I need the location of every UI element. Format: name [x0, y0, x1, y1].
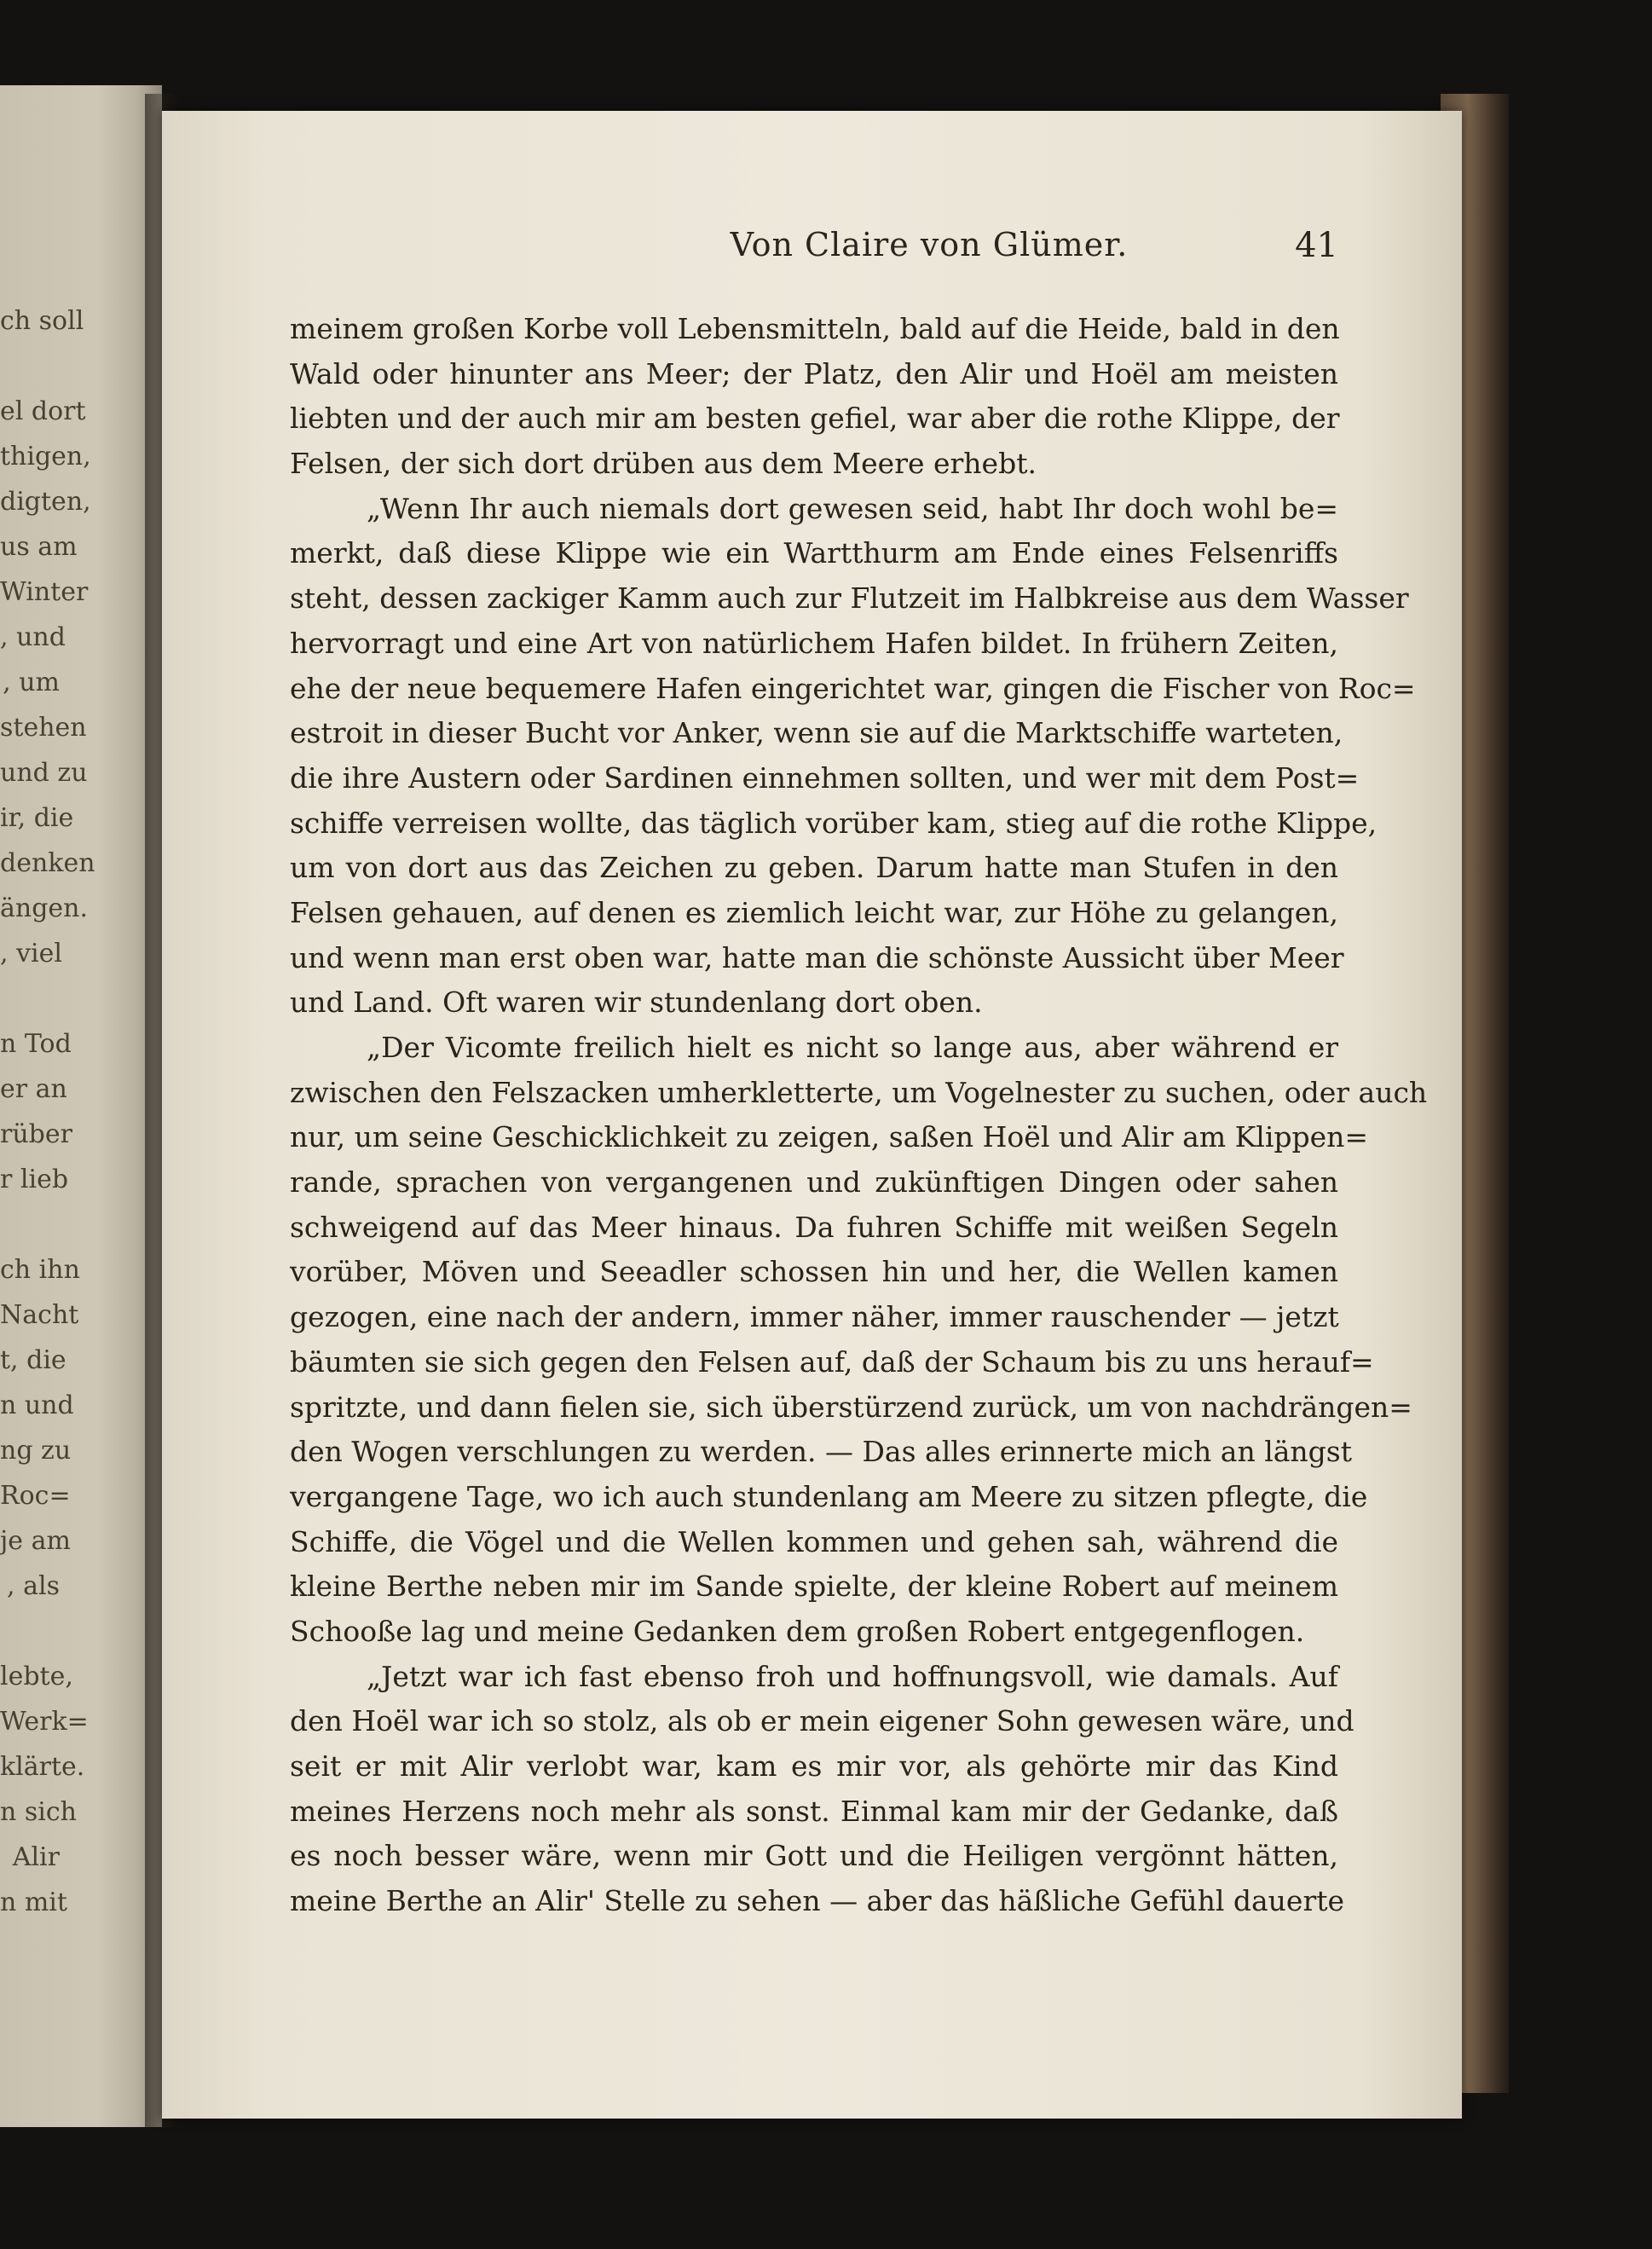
text-line: meines Herzens noch mehr als sonst. Einmal kam mir der Gedanke, daß — [290, 1794, 1338, 1828]
left-page-fragment: digten, — [0, 487, 91, 517]
left-page-fragment: Winter — [0, 577, 89, 607]
left-page — [0, 85, 162, 2127]
text-line: und Land. Oft waren wir stundenlang dort oben. — [290, 986, 983, 1020]
left-page-fragment: el dort — [0, 396, 86, 426]
left-page-fragment: und zu — [0, 758, 88, 788]
left-page-fragment: klärte. — [0, 1752, 85, 1782]
left-page-fragment: stehen — [0, 713, 87, 743]
left-page-fragment: Nacht — [0, 1300, 79, 1330]
text-line: seit er mit Alir verlobt war, kam es mir vor, als gehörte mir das Kind — [290, 1749, 1338, 1783]
left-page-fragment: lebte, — [0, 1662, 73, 1691]
text-line: meinem großen Korbe voll Lebensmitteln, bald auf die Heide, bald in den — [290, 312, 1340, 345]
left-page-fragment: er an — [0, 1074, 67, 1104]
text-line: Wald oder hinunter ans Meer; der Platz, den Alir und Hoël am meisten — [290, 356, 1338, 390]
text-line: gezogen, eine nach der andern, immer näher, immer rauschender — jetzt — [290, 1300, 1339, 1334]
text-line: meine Berthe an Alir' Stelle zu sehen — aber das häßliche Gefühl dauerte — [290, 1884, 1345, 1918]
text-line: „Wenn Ihr auch niemals dort gewesen seid, habt Ihr doch wohl be= — [367, 491, 1338, 525]
text-line: um von dort aus das Zeichen zu geben. Darum hatte man Stufen in den — [290, 851, 1338, 885]
text-line: hervorragt und eine Art von natürlichem Hafen bildet. In frühern Zeiten, — [290, 626, 1338, 660]
right-page — [162, 111, 1462, 2119]
left-page-fragment: denken — [0, 848, 95, 878]
left-page-fragment: t, die — [0, 1345, 66, 1375]
text-line: steht, dessen zackiger Kamm auch zur Flutzeit im Halbkreise aus dem Wasser — [290, 581, 1409, 616]
left-page-fragment: Alir — [12, 1842, 60, 1872]
left-page-fragment: je am — [0, 1526, 71, 1556]
left-page-fragment: , um — [3, 668, 60, 697]
left-page-fragment: ängen. — [0, 893, 89, 923]
text-line: kleine Berthe neben mir im Sande spielte, der kleine Robert auf meinem — [290, 1570, 1338, 1604]
text-line: schiffe verreisen wollte, das täglich vorüber kam, stieg auf die rothe Klippe, — [290, 806, 1378, 840]
left-page-fragment: , viel — [0, 939, 62, 968]
left-page-fragment: n Tod — [0, 1029, 72, 1059]
left-page-fragments — [0, 298, 162, 1925]
text-line: merkt, daß diese Klippe wie ein Wartthurm am Ende eines Felsenriffs — [290, 536, 1338, 570]
left-page-fragment: thigen, — [0, 442, 91, 471]
left-page-fragment: r lieb — [0, 1165, 69, 1194]
text-line: „Jetzt war ich fast ebenso froh und hoffnungsvoll, wie damals. Auf — [367, 1659, 1338, 1693]
left-page-fragment — [0, 1202, 162, 1247]
left-page-fragment: ch ihn — [0, 1255, 80, 1285]
text-line: Schooße lag und meine Gedanken dem großen Robert entgegenflogen. — [290, 1614, 1305, 1648]
text-line: es noch besser wäre, wenn mir Gott und die Heiligen vergönnt hätten, — [290, 1839, 1338, 1873]
text-line: Schiffe, die Vögel und die Wellen kommen und gehen sah, während die — [290, 1524, 1338, 1558]
text-line: bäumten sie sich gegen den Felsen auf, daß der Schaum bis zu uns herauf= — [290, 1344, 1374, 1379]
text-line: Felsen, der sich dort drüben aus dem Meere erhebt. — [290, 447, 1037, 481]
running-head: Von Claire von Glümer. — [730, 226, 1129, 263]
left-page-fragment: , und — [0, 622, 66, 652]
text-line: die ihre Austern oder Sardinen einnehmen sollten, und wer mit dem Post= — [290, 760, 1360, 795]
left-page-fragment — [0, 344, 162, 389]
text-line: nur, um seine Geschicklichkeit zu zeigen, saßen Hoël und Alir am Klippen= — [290, 1120, 1369, 1154]
left-page-fragment — [0, 976, 162, 1021]
page-number: 41 — [1295, 226, 1338, 265]
left-page-fragment: rüber — [0, 1119, 72, 1149]
text-line: den Hoël war ich so stolz, als ob er mein eigener Sohn gewesen wäre, und — [290, 1704, 1355, 1738]
text-line: rande, sprachen von vergangenen und zukünftigen Dingen oder sahen — [290, 1165, 1338, 1200]
text-line: zwischen den Felszacken umherkletterte, um Vogelnester zu suchen, oder auch — [290, 1075, 1428, 1109]
left-page-fragment — [0, 1609, 162, 1654]
text-line: und wenn man erst oben war, hatte man die schönste Aussicht über Meer — [290, 940, 1344, 974]
left-page-fragment: n und — [0, 1390, 74, 1420]
left-page-fragment: ng zu — [0, 1436, 72, 1466]
text-line: schweigend auf das Meer hinaus. Da fuhren Schiffe mit weißen Segeln — [290, 1210, 1338, 1244]
text-line: vorüber, Möven und Seeadler schossen hin und her, die Wellen kamen — [290, 1255, 1338, 1289]
text-line: vergangene Tage, wo ich auch stundenlang am Meere zu sitzen pflegte, die — [290, 1479, 1368, 1513]
text-line: den Wogen verschlungen zu werden. — Das alles erinnerte mich an längst — [290, 1435, 1353, 1469]
left-page-fragment: Roc= — [0, 1481, 71, 1511]
left-page-fragment: , als — [7, 1571, 60, 1601]
text-line: ehe der neue bequemere Hafen eingerichtet war, gingen die Fischer von Roc= — [290, 671, 1416, 705]
left-page-fragment: Werk= — [0, 1707, 89, 1737]
left-page-fragment: ch soll — [0, 306, 84, 336]
text-line: liebten und der auch mir am besten gefiel, war aber die rothe Klippe, der — [290, 402, 1340, 436]
left-page-fragment: n sich — [0, 1797, 77, 1827]
text-line: estroit in dieser Bucht vor Anker, wenn sie auf die Marktschiffe warteten, — [290, 716, 1343, 750]
text-block — [290, 307, 1428, 1924]
text-line: Felsen gehauen, auf denen es ziemlich leicht war, zur Höhe zu gelangen, — [290, 895, 1338, 929]
text-line: spritzte, und dann fielen sie, sich überstürzend zurück, um von nachdrängen= — [290, 1390, 1412, 1424]
left-page-fragment: n mit — [0, 1888, 67, 1917]
left-page-fragment: us am — [0, 532, 78, 562]
text-line: „Der Vicomte freilich hielt es nicht so lange aus, aber während er — [367, 1031, 1338, 1064]
left-page-fragment: ir, die — [0, 803, 74, 833]
